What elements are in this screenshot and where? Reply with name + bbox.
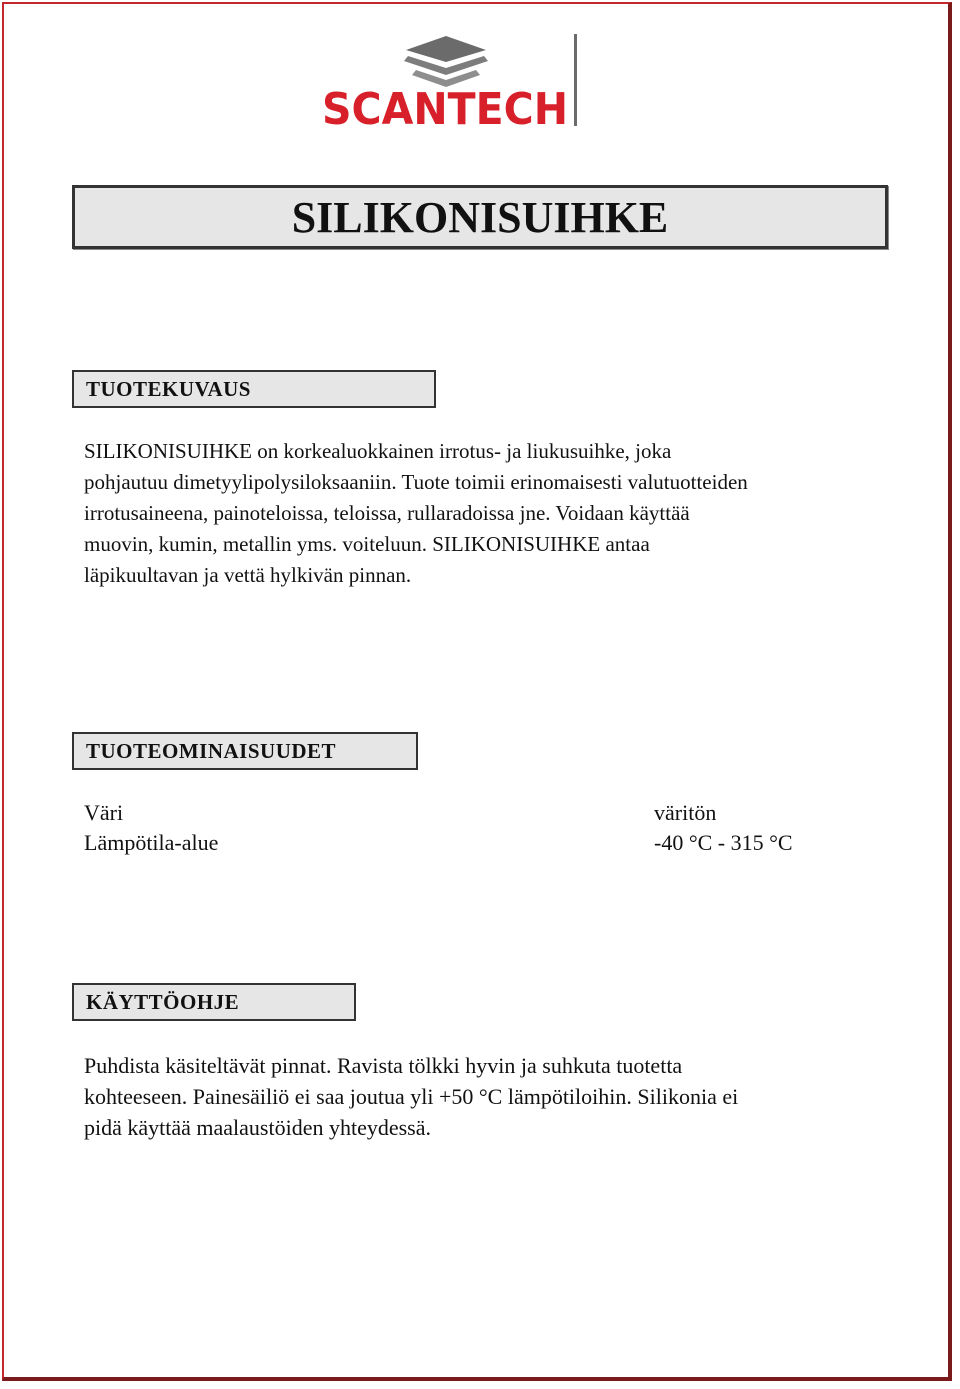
property-row-temperature	[84, 830, 844, 860]
document-title: SILIKONISUIHKE	[291, 192, 669, 242]
description-line: irrotusaineena, painoteloissa, teloissa, rullaradoissa jne. Voidaan käyttää	[84, 501, 690, 525]
scantech-logo	[318, 32, 582, 132]
property-row-color	[84, 800, 844, 830]
property-name: Lämpötila-alue	[84, 830, 219, 855]
property-value: -40 °C - 315 °C	[654, 830, 793, 855]
description-line: SILIKONISUIHKE on korkealuokkainen irrotus- ja liukusuihke, joka	[84, 439, 672, 463]
section-heading-usage	[72, 983, 356, 1021]
section-heading-label: TUOTEKUVAUS	[86, 376, 251, 401]
description-line: läpikuultavan ja vettä hylkivän pinnan.	[84, 563, 412, 587]
property-value: väritön	[654, 800, 717, 825]
logo-divider	[574, 34, 577, 126]
description-paragraph	[84, 436, 748, 591]
logo-wordmark: SCANTECH	[322, 84, 568, 132]
usage-line: kohteeseen. Painesäiliö ei saa joutua yli +50 °C lämpötiloihin. Silikonia ei	[84, 1084, 739, 1109]
description-line: muovin, kumin, metallin yms. voiteluun. SILIKONISUIHKE antaa	[84, 532, 650, 556]
title-box	[72, 185, 888, 249]
section-heading-label: KÄYTTÖOHJE	[86, 989, 240, 1014]
section-heading-label: TUOTEOMINAISUUDET	[86, 738, 337, 763]
section-heading-description	[72, 370, 436, 408]
usage-paragraph	[84, 1050, 738, 1143]
usage-line: pidä käyttää maalaustöiden yhteydessä.	[84, 1115, 431, 1140]
property-name: Väri	[84, 800, 124, 825]
description-line: pohjautuu dimetyylipolysiloksaaniin. Tuote toimii erinomaisesti valutuotteiden	[84, 470, 748, 494]
logo-mark-top	[406, 36, 486, 62]
usage-line: Puhdista käsiteltävät pinnat. Ravista tölkki hyvin ja suhkuta tuotetta	[84, 1053, 683, 1078]
section-heading-properties	[72, 732, 418, 770]
